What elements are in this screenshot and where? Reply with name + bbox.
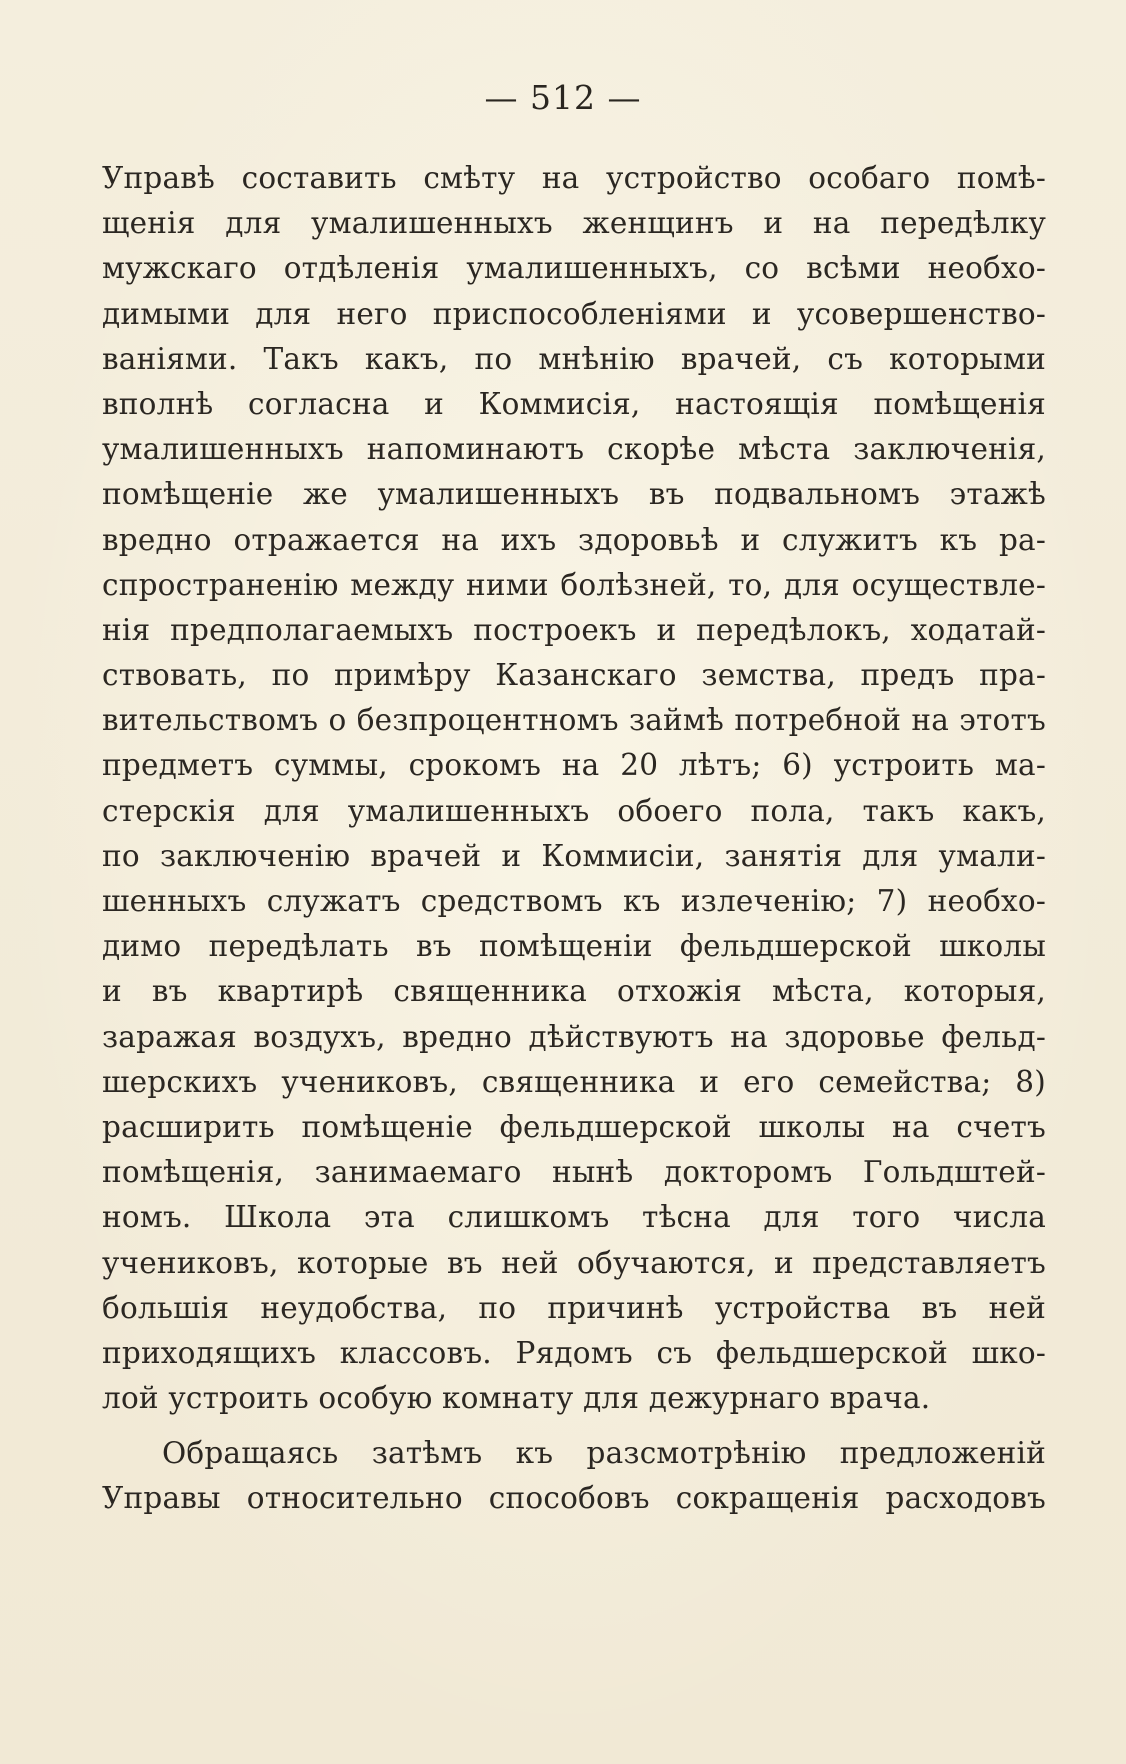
text-line: димыми для него приспособленіями и усовершенство-	[102, 296, 1046, 331]
text-line: щенія для умалишенныхъ женщинъ и на передѣлку	[102, 206, 1046, 241]
text-line: помѣщеніе же умалишенныхъ въ подвальномъ этажѣ	[102, 477, 1046, 512]
text-line: вполнѣ согласна и Коммисія, настоящія помѣщенія	[102, 386, 1046, 421]
text-line: ствовать, по примѣру Казанскаго земства, предъ пра-	[102, 658, 1046, 693]
text-line: шенныхъ служатъ средствомъ къ излеченію; 7) необхо-	[102, 884, 1046, 918]
text-line: приходящихъ классовъ. Рядомъ съ фельдшерской шко-	[102, 1335, 1046, 1370]
text-line: предметъ суммы, срокомъ на 20 лѣтъ; 6) устроить ма-	[102, 748, 1046, 783]
text-line: шерскихъ учениковъ, священника и его семейства; 8)	[102, 1064, 1046, 1099]
text-line: учениковъ, которые въ ней обучаются, и представляетъ	[102, 1245, 1046, 1280]
text-line: по заключенію врачей и Коммисіи, занятія для умали-	[102, 838, 1046, 873]
text-line: Обращаясь затѣмъ къ разсмотрѣнію предложеній	[162, 1436, 1046, 1471]
text-line: заражая воздухъ, вредно дѣйствуютъ на здоровье фельд-	[102, 1019, 1046, 1054]
body-text	[102, 156, 1046, 1522]
text-line: вительствомъ о безпроцентномъ займѣ потребной на этотъ	[102, 703, 1046, 738]
text-line: нія предполагаемыхъ построекъ и передѣлокъ, ходатай-	[102, 612, 1046, 647]
text-line: димо передѣлать въ помѣщеніи фельдшерской школы	[102, 929, 1046, 964]
text-line: умалишенныхъ напоминаютъ скорѣе мѣста заключенія,	[102, 432, 1046, 467]
text-line: большія неудобства, по причинѣ устройства въ ней	[102, 1290, 1046, 1325]
paragraph-gap	[102, 1421, 1046, 1431]
paragraph-1	[102, 156, 1046, 1421]
text-line: мужскаго отдѣленія умалишенныхъ, со всѣми необхо-	[102, 251, 1046, 286]
text-line: номъ. Школа эта слишкомъ тѣсна для того числа	[102, 1200, 1046, 1235]
text-line: спространенію между ними болѣзней, то, для осуществле-	[102, 567, 1046, 602]
page-number: — 512 —	[484, 78, 642, 117]
text-line: ваніями. Такъ какъ, по мнѣнію врачей, съ которыми	[102, 341, 1046, 376]
text-line: лой устроить особую комнату для дежурнаго врача.	[102, 1381, 931, 1416]
text-line: стерскія для умалишенныхъ обоего пола, такъ какъ,	[102, 793, 1046, 828]
text-line: вредно отражается на ихъ здоровьѣ и служитъ къ ра-	[102, 522, 1046, 557]
text-line: Управѣ составить смѣту на устройство особаго помѣ-	[102, 161, 1046, 195]
text-line: помѣщенія, занимаемаго нынѣ докторомъ Гольдштей-	[102, 1155, 1046, 1190]
text-line: Управы относительно способовъ сокращенія расходовъ	[102, 1481, 1046, 1516]
text-line: расширить помѣщеніе фельдшерской школы на счетъ	[102, 1109, 1046, 1144]
paragraph-2	[102, 1431, 1046, 1521]
text-line: и въ квартирѣ священника отхожія мѣста, которыя,	[102, 974, 1046, 1009]
